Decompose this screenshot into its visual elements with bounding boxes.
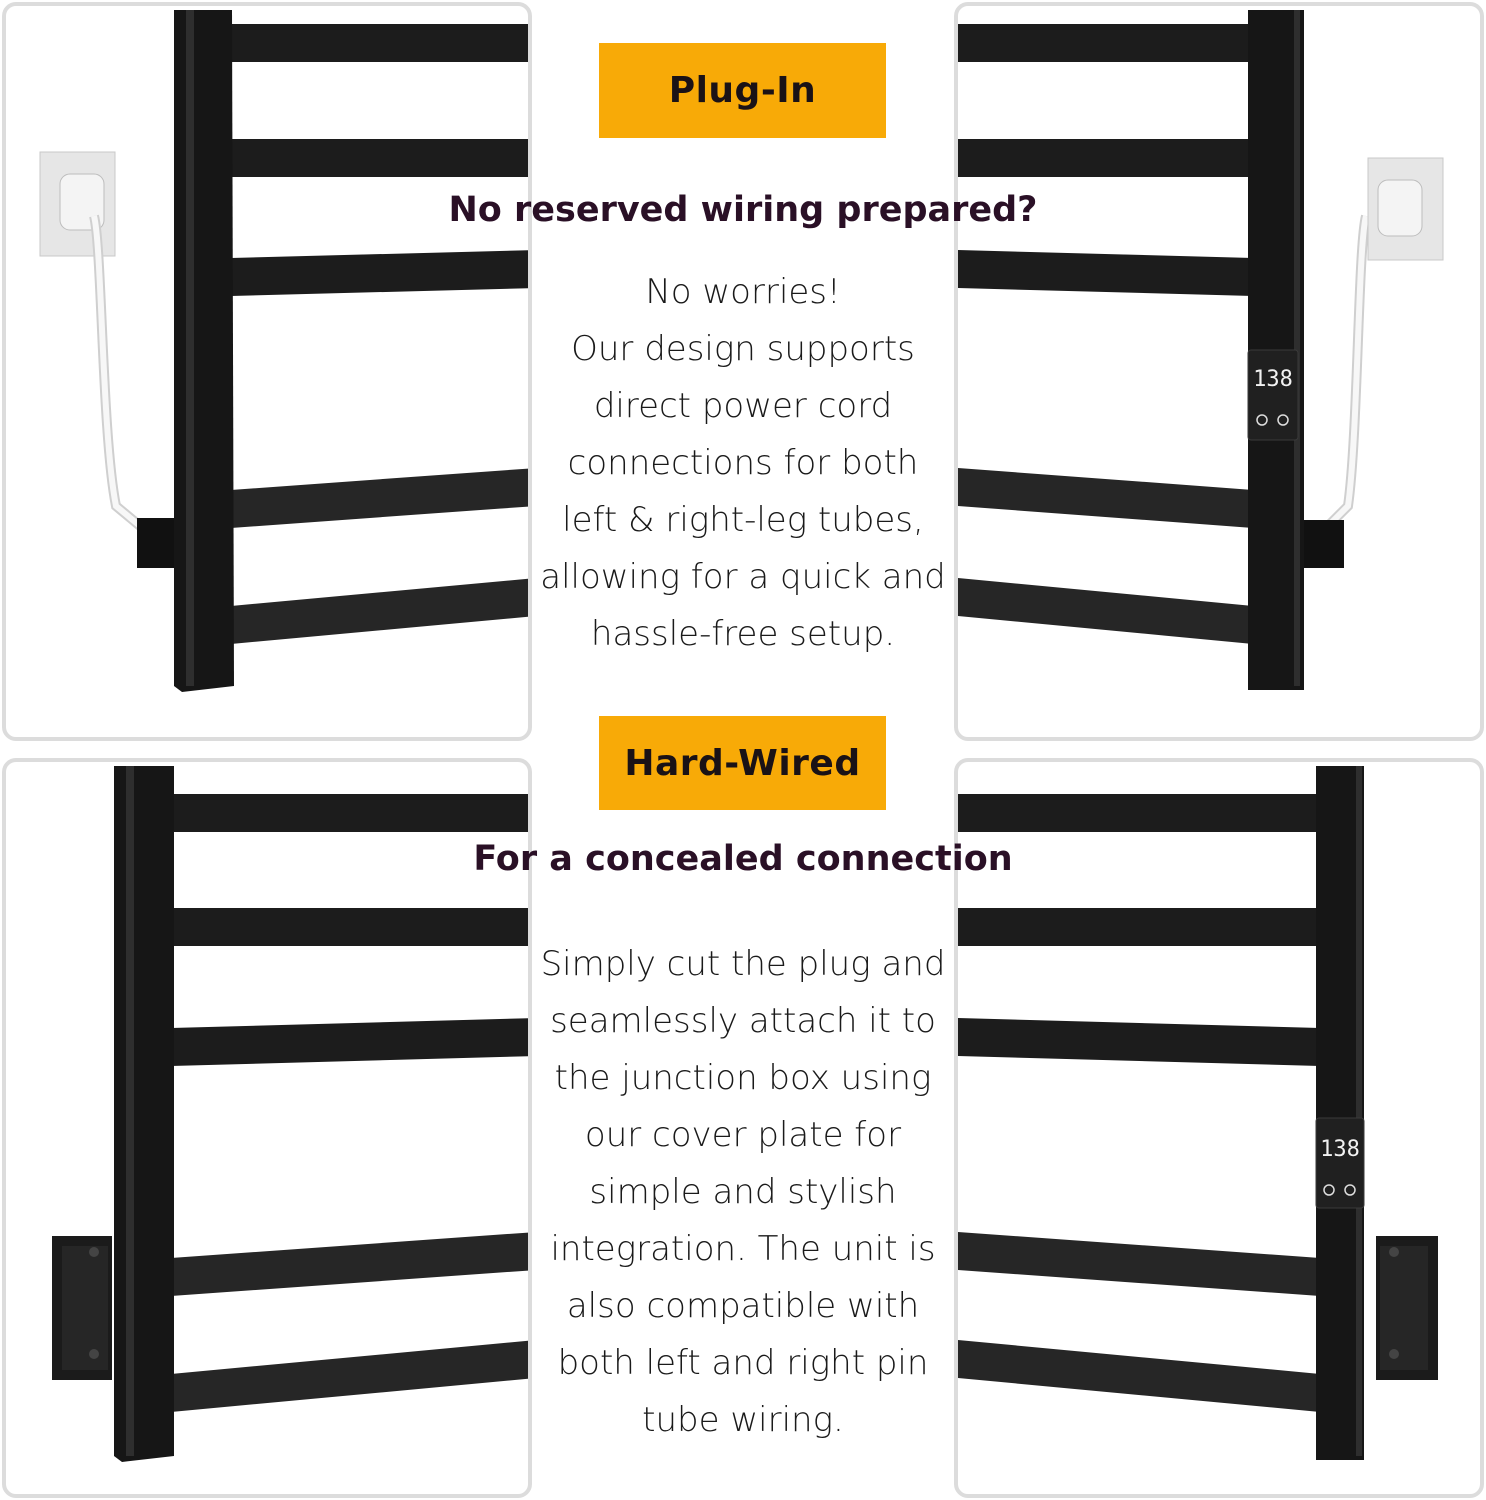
- description-line: the junction box using: [554, 1058, 932, 1098]
- towel-rack-left-plug-illustration: [6, 6, 532, 741]
- description-line: No worries!: [645, 272, 841, 312]
- screw-icon: [1389, 1349, 1399, 1359]
- description-line: simple and stylish: [589, 1172, 897, 1212]
- description-line: Simply cut the plug and: [540, 944, 946, 984]
- rail-bar: [171, 794, 532, 832]
- screw-icon: [1389, 1247, 1399, 1257]
- description-line: seamlessly attach it to: [550, 1001, 936, 1041]
- rail-bar: [231, 578, 532, 644]
- rack-leg: [114, 766, 174, 1462]
- rail-bar: [171, 1018, 532, 1066]
- rail-bar: [958, 908, 1320, 946]
- plug-in-badge: Plug-In: [599, 43, 886, 138]
- rail-bar: [171, 1232, 532, 1296]
- plug-in-heading: No reserved wiring prepared?: [448, 190, 1038, 230]
- description-line: integration. The unit is: [550, 1229, 936, 1269]
- towel-rack-right-plug-illustration: [958, 6, 1484, 741]
- wall-bracket-icon: [1304, 520, 1344, 568]
- rail-bar: [958, 139, 1253, 177]
- control-panel: [1248, 350, 1298, 440]
- rail-bar: [231, 468, 532, 528]
- rail-bar: [958, 1232, 1320, 1296]
- hard-wired-badge: Hard-Wired: [599, 716, 886, 810]
- control-panel: [1316, 1118, 1364, 1208]
- description-line: allowing for a quick and: [540, 557, 946, 597]
- rail-bar: [958, 24, 1253, 62]
- screw-icon: [89, 1349, 99, 1359]
- hard-wired-heading: For a concealed connection: [473, 839, 1013, 879]
- rail-bar: [231, 24, 532, 62]
- plug-icon: [1378, 180, 1422, 236]
- rail-bar: [231, 139, 532, 177]
- temperature-display: 138: [1253, 367, 1293, 392]
- description-line: also compatible with: [566, 1286, 920, 1326]
- description-line: our cover plate for: [584, 1115, 902, 1155]
- rail-bar: [958, 1018, 1320, 1066]
- rail-bar: [231, 250, 532, 296]
- temperature-display: 138: [1320, 1137, 1360, 1162]
- description-line: both left and right pin: [557, 1343, 929, 1383]
- plug-in-left-image: [2, 2, 532, 741]
- rail-bar: [958, 794, 1320, 832]
- rail-bar: [958, 578, 1253, 644]
- description-line: direct power cord: [593, 386, 893, 426]
- hard-wired-description: [520, 936, 966, 1449]
- description-line: connections for both: [567, 443, 919, 483]
- rail-bar: [171, 1340, 532, 1412]
- rail-bar: [958, 1340, 1320, 1412]
- description-line: hassle-free setup.: [590, 614, 896, 654]
- description-line: tube wiring.: [642, 1400, 844, 1440]
- description-line: Our design supports: [571, 329, 915, 369]
- screw-icon: [89, 1247, 99, 1257]
- rail-bar: [958, 468, 1253, 528]
- plug-in-right-image: [954, 2, 1484, 741]
- rail-bar: [958, 250, 1253, 296]
- description-line: left & right-leg tubes,: [562, 500, 924, 540]
- rack-leg: [174, 10, 234, 692]
- rail-bar: [171, 908, 532, 946]
- plug-in-description: [520, 264, 966, 663]
